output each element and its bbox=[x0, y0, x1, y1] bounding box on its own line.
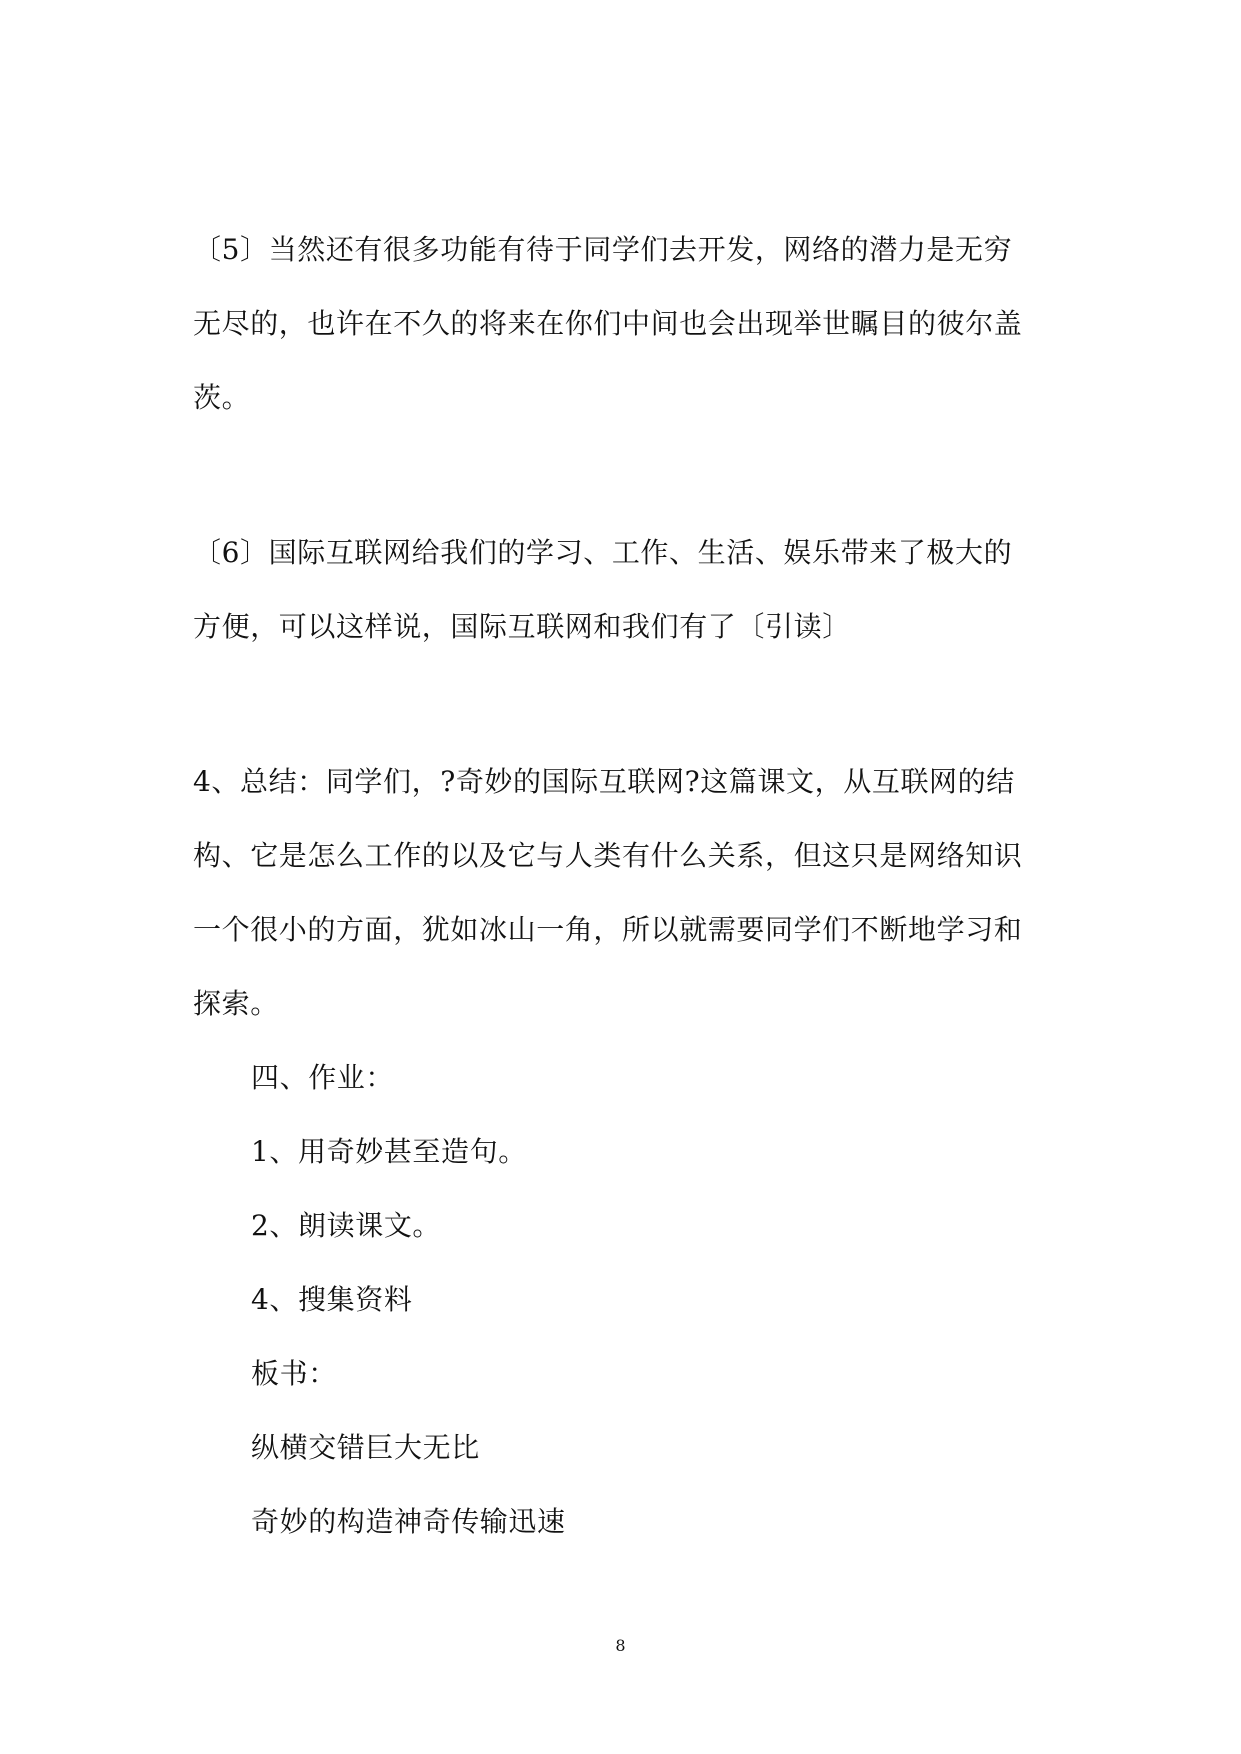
summary-line-4: 探索。 bbox=[193, 987, 279, 1020]
board-line: 奇妙的构造神奇传输迅速 bbox=[251, 1505, 566, 1538]
board-line: 纵横交错巨大无比 bbox=[251, 1431, 480, 1464]
homework-heading: 四、作业： bbox=[251, 1061, 395, 1094]
paragraph-6-line-2: 方便，可以这样说，国际互联网和我们有了〔引读〕 bbox=[193, 610, 851, 643]
paragraph-5-line-1: 〔5〕当然还有很多功能有待于同学们去开发，网络的潜力是无穷 bbox=[193, 233, 1013, 266]
board-heading: 板书： bbox=[251, 1357, 337, 1390]
summary-line-3: 一个很小的方面，犹如冰山一角，所以就需要同学们不断地学习和 bbox=[193, 913, 1023, 946]
paragraph-5-line-2: 无尽的，也许在不久的将来在你们中间也会出现举世瞩目的彼尔盖 bbox=[193, 307, 1023, 340]
page-number: 8 bbox=[615, 1636, 626, 1655]
summary-line-1: 4、总结：同学们，?奇妙的国际互联网?这篇课文，从互联网的结 bbox=[193, 765, 1015, 798]
homework-item: 1、用奇妙甚至造句。 bbox=[251, 1135, 527, 1168]
paragraph-6-line-1: 〔6〕国际互联网给我们的学习、工作、生活、娱乐带来了极大的 bbox=[193, 536, 1013, 569]
homework-item: 4、搜集资料 bbox=[251, 1283, 413, 1316]
summary-line-2: 构、它是怎么工作的以及它与人类有什么关系，但这只是网络知识 bbox=[193, 839, 1023, 872]
paragraph-5-line-3: 茨。 bbox=[193, 381, 251, 414]
homework-item: 2、朗读课文。 bbox=[251, 1209, 442, 1242]
